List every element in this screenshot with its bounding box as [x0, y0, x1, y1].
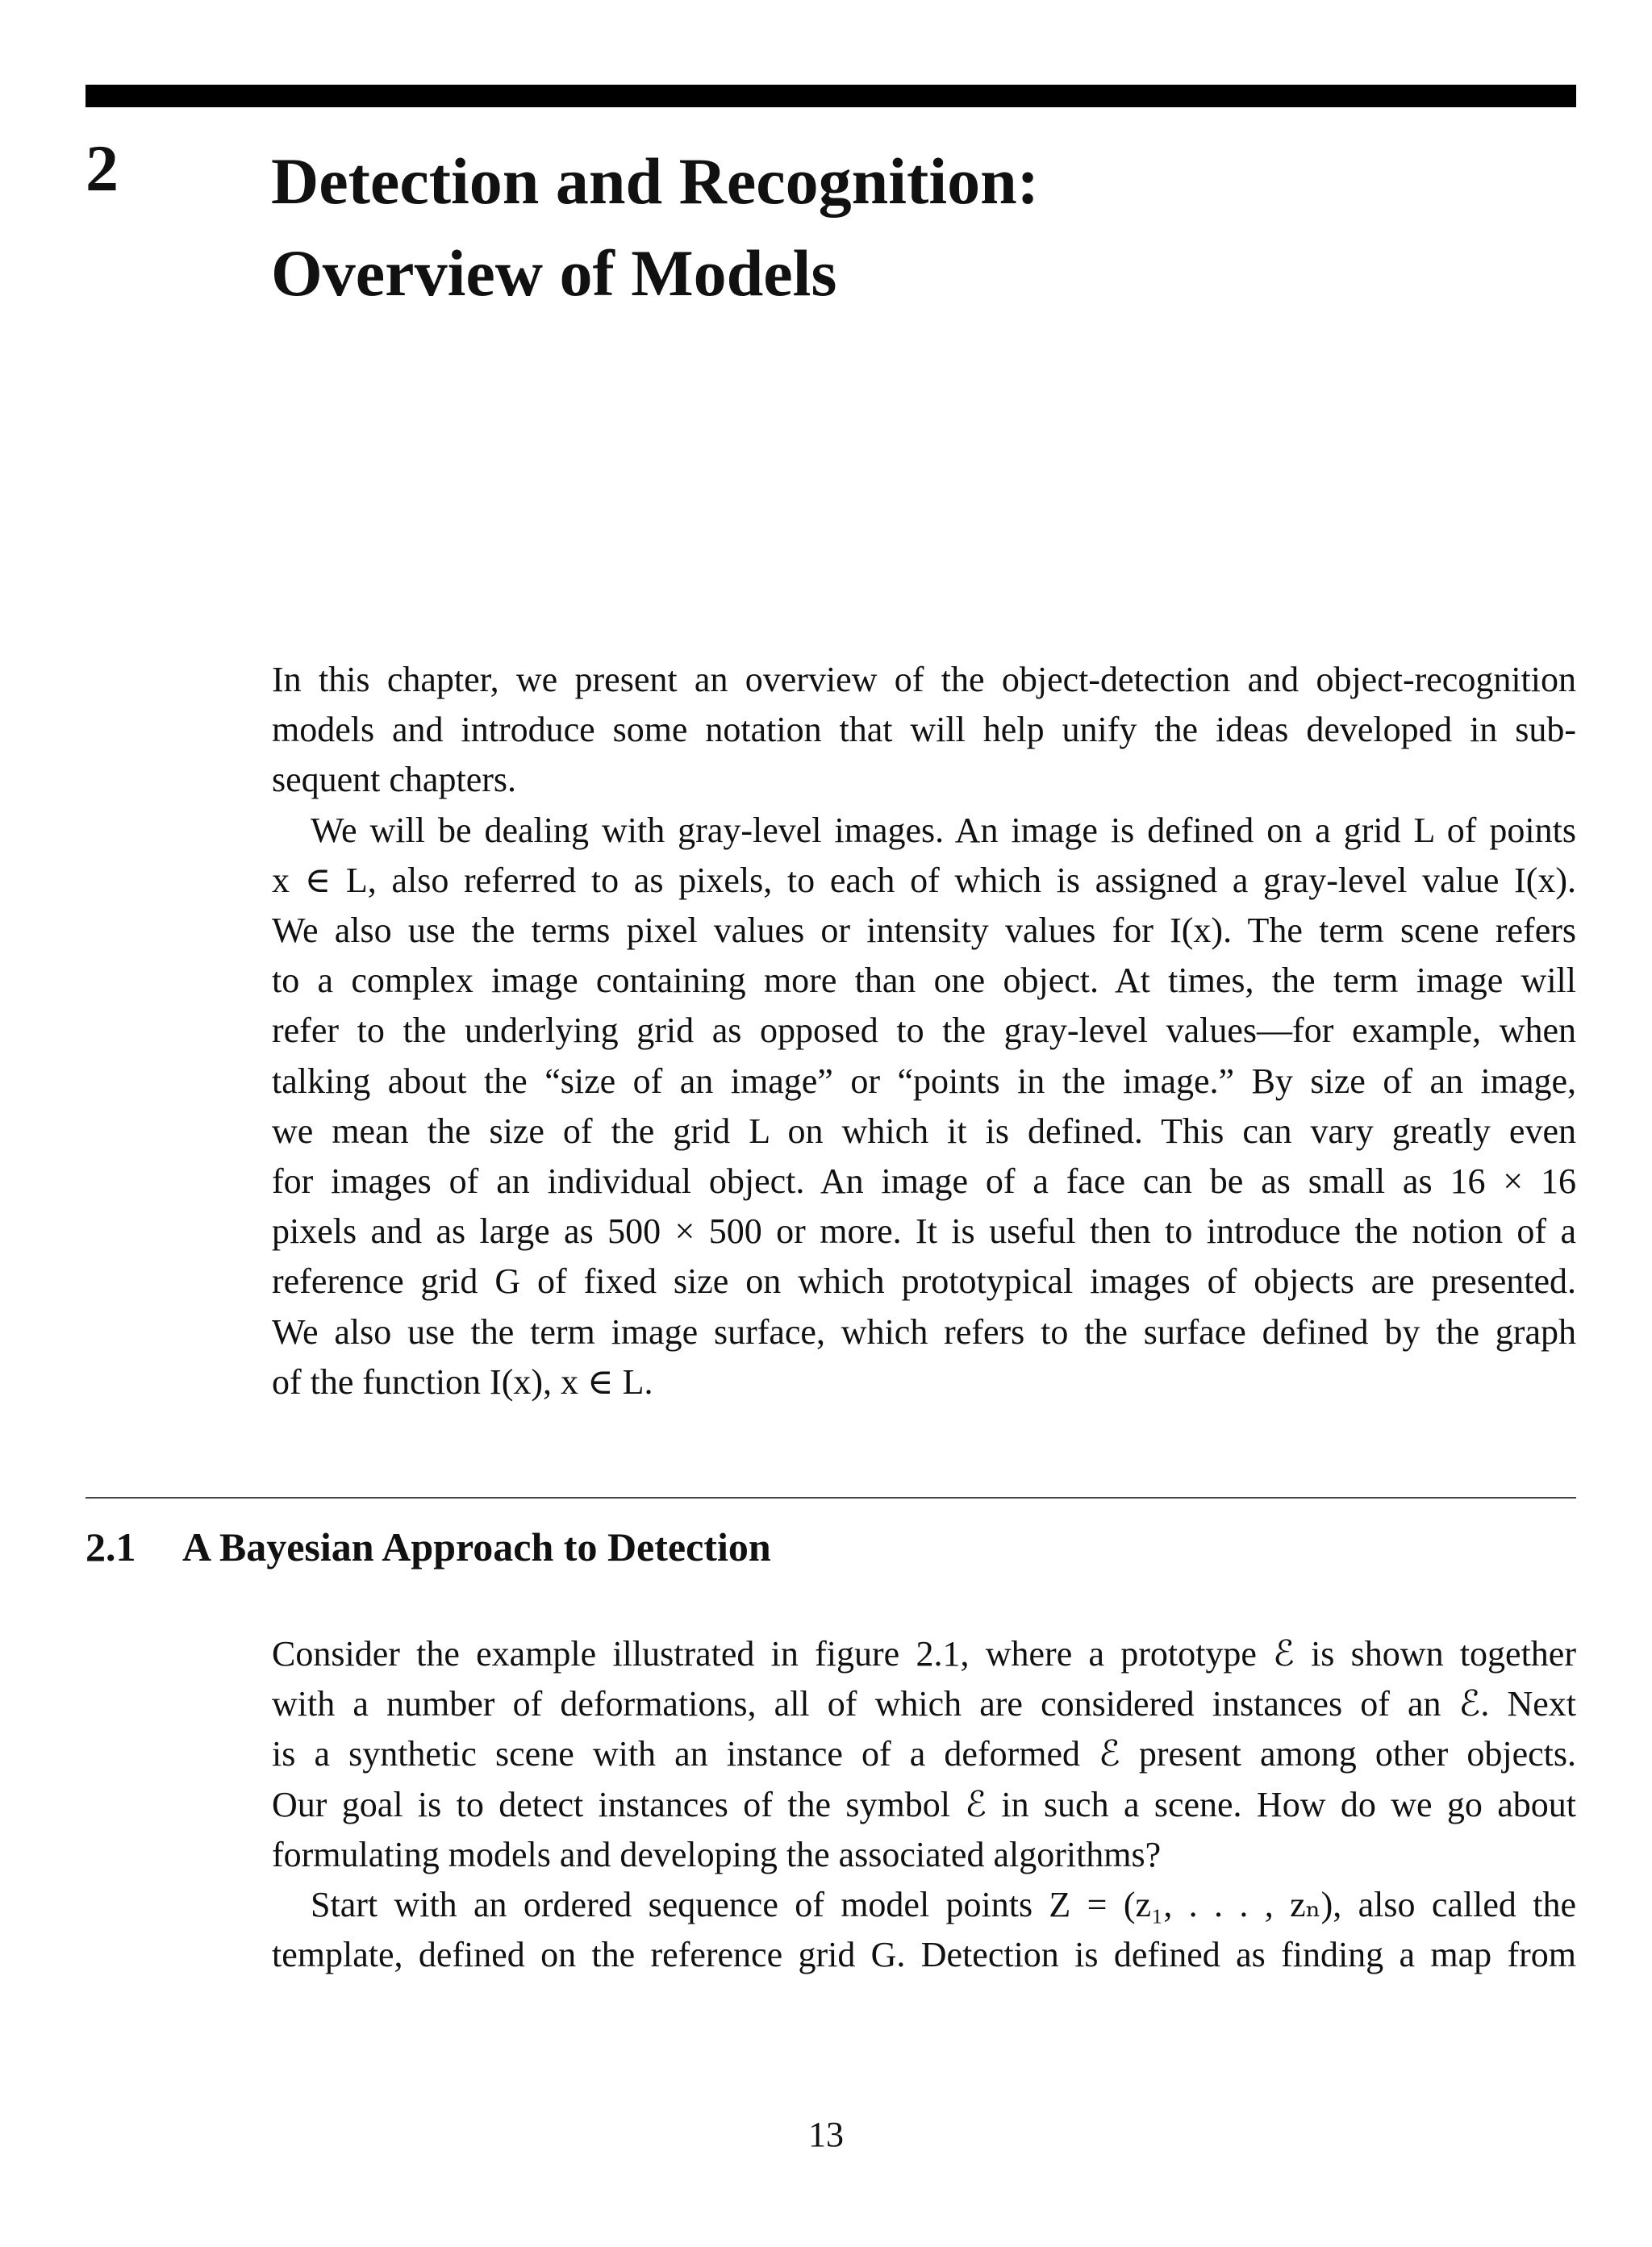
- text-line: models and introduce some notation that will help unify the ideas developed in sub-: [272, 710, 1576, 750]
- section-heading: [86, 1523, 771, 1571]
- text-line: formulating models and developing the associated algorithms?: [272, 1834, 1162, 1874]
- text-line: reference grid G of fixed size on which prototypical images of objects are presented.: [272, 1261, 1576, 1302]
- section-rule: [86, 1497, 1576, 1499]
- text-line: talking about the “size of an image” or “points in the image.” By size of an image,: [272, 1061, 1576, 1101]
- text-line: pixels and as large as 500 × 500 or more. It is useful then to introduce the notion of a: [272, 1211, 1576, 1252]
- section-title: A Bayesian Approach to Detection: [182, 1524, 771, 1570]
- text-line: We also use the terms pixel values or intensity values for I(x). The term scene refers: [272, 911, 1576, 950]
- text-line: is a synthetic scene with an instance of a deformed ℰ present among other objects.: [272, 1734, 1576, 1774]
- chapter-number: 2: [86, 131, 119, 205]
- chapter-title-line-2: Overview of Models: [271, 236, 837, 310]
- section-paragraph-1: [272, 1629, 1576, 1880]
- intro-paragraph-2: [272, 806, 1576, 1407]
- chapter-title: [271, 135, 1039, 319]
- text-line: Our goal is to detect instances of the symbol ℰ in such a scene. How do we go about: [272, 1784, 1576, 1824]
- chapter-top-rule: [86, 85, 1576, 107]
- section-number: 2.1: [86, 1524, 136, 1570]
- text-line: we mean the size of the grid L on which it is defined. This can vary greatly even: [272, 1111, 1576, 1151]
- chapter-title-line-1: Detection and Recognition:: [271, 144, 1040, 218]
- text-line: We will be dealing with gray-level images. An image is defined on a grid L of points: [311, 810, 1576, 850]
- text-line: sequent chapters.: [272, 760, 516, 800]
- text-line: Consider the example illustrated in figure 2.1, where a prototype ℰ is shown together: [272, 1634, 1576, 1674]
- text-line: Start with an ordered sequence of model points Z = (z₁, . . . , zₙ), also called the: [311, 1885, 1576, 1924]
- text-line: with a number of deformations, all of which are considered instances of an ℰ. Next: [272, 1684, 1576, 1724]
- text-line: refer to the underlying grid as opposed to the gray-level values—for example, when: [272, 1011, 1576, 1051]
- text-line: of the function I(x), x ∈ L.: [272, 1361, 653, 1402]
- text-line: for images of an individual object. An image of a face can be as small as 16 × 16: [272, 1161, 1576, 1202]
- text-line: to a complex image containing more than one object. At times, the term image will: [272, 961, 1576, 1001]
- text-line: template, defined on the reference grid G. Detection is defined as finding a map from: [272, 1935, 1576, 1975]
- intro-paragraph-1: [272, 655, 1576, 806]
- text-line: x ∈ L, also referred to as pixels, to each of which is assigned a gray-level value I(x).: [272, 860, 1576, 900]
- page-number: 13: [808, 2115, 844, 2154]
- section-paragraph-2: [272, 1880, 1576, 1980]
- text-line: In this chapter, we present an overview of the object-detection and object-recognition: [272, 660, 1576, 699]
- text-line: We also use the term image surface, which refers to the surface defined by the graph: [272, 1311, 1576, 1352]
